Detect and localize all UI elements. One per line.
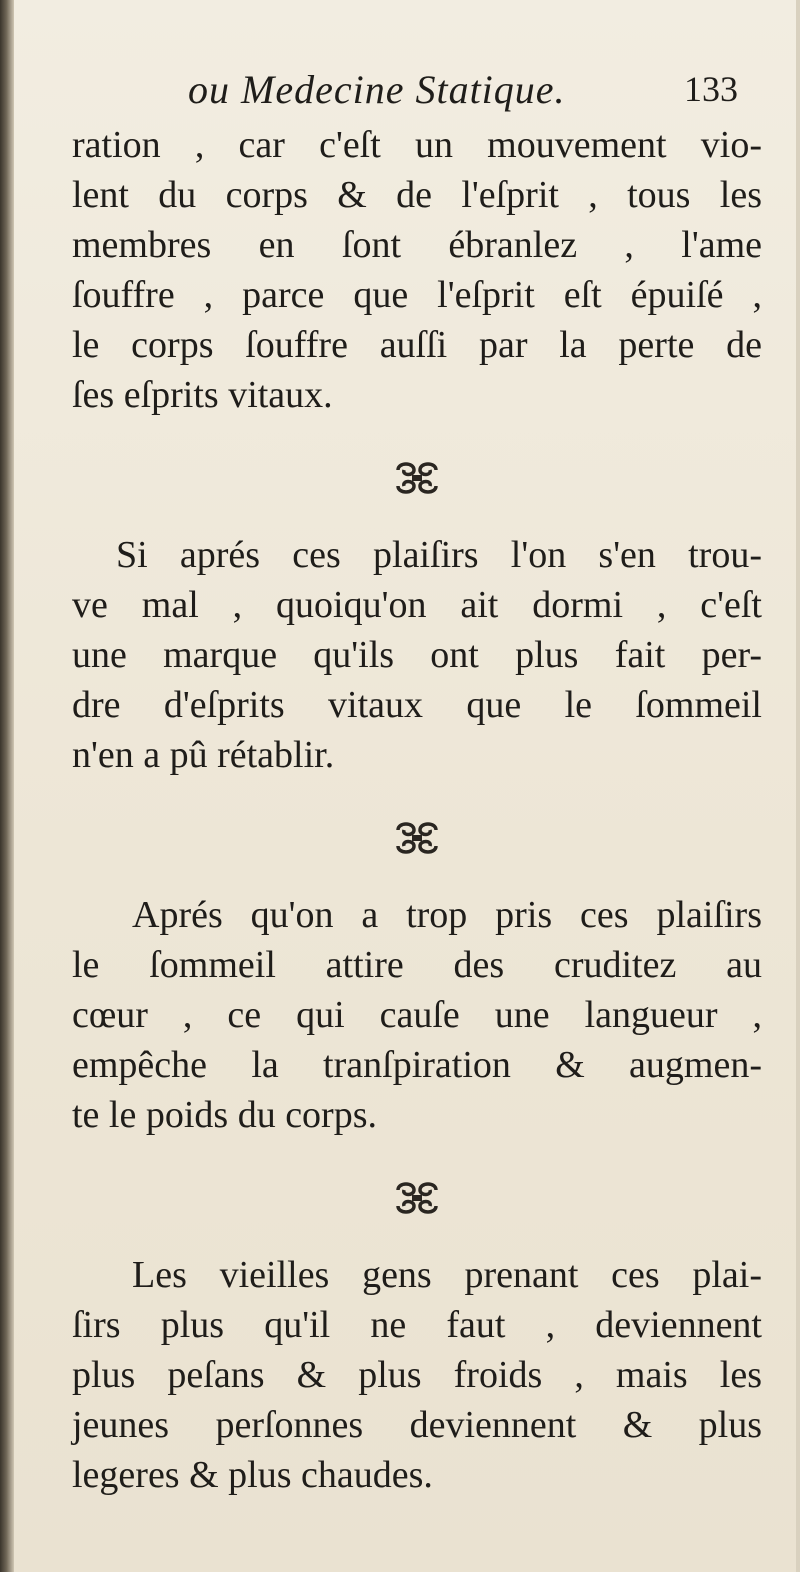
text-line: Les vieilles gens prenant ces plai-: [132, 1254, 762, 1296]
paragraph-4: [72, 1250, 762, 1500]
paragraph-2: [72, 530, 762, 780]
text-line: ration , car c'eſt un mouvement vio-: [72, 124, 762, 166]
text-line: dre d'eſprits vitaux que le ſommeil: [72, 684, 762, 726]
paragraph-3: [72, 890, 762, 1140]
page-number: 133: [684, 69, 738, 109]
text-line: Aprés qu'on a trop pris ces plaiſirs: [132, 894, 762, 936]
text-line: empêche la tranſpiration & augmen-: [72, 1044, 762, 1086]
page-edge: [796, 0, 800, 1572]
text-line: ſes eſprits vitaux.: [72, 374, 333, 416]
binding-edge: [0, 0, 14, 1572]
text-line: plus peſans & plus froids , mais les: [72, 1354, 762, 1396]
text-line: cœur , ce qui cauſe une langueur ,: [72, 994, 762, 1036]
text-line: ſirs plus qu'il ne faut , deviennent: [72, 1304, 762, 1346]
text-line: ve mal , quoiqu'on ait dormi , c'eſt: [72, 584, 762, 626]
paragraph-1: [72, 120, 762, 420]
text-line: lent du corps & de l'eſprit , tous les: [72, 174, 762, 216]
text-line: jeunes perſonnes deviennent & plus: [72, 1404, 762, 1446]
running-head: ou Medecine Statique.: [188, 67, 566, 112]
text-line: membres en ſont ébranlez , l'ame: [72, 224, 762, 266]
fleuron-ornament-icon: [72, 420, 762, 530]
fleuron-ornament-icon: [72, 780, 762, 890]
text-line: n'en a pû rétablir.: [72, 734, 335, 776]
text-line: te le poids du corps.: [72, 1094, 378, 1136]
text-line: legeres & plus chaudes.: [72, 1454, 433, 1496]
text-line: ſouffre , parce que l'eſprit eſt épuiſé ,: [72, 274, 762, 316]
page-header: [188, 66, 748, 116]
text-line: Si aprés ces plaiſirs l'on s'en trou-: [116, 534, 762, 576]
text-line: une marque qu'ils ont plus fait per-: [72, 634, 762, 676]
fleuron-ornament-icon: [72, 1140, 762, 1250]
text-line: le ſommeil attire des cruditez au: [72, 944, 762, 986]
page-text: [72, 120, 762, 1500]
text-line: le corps ſouffre auſſi par la perte de: [72, 324, 762, 366]
